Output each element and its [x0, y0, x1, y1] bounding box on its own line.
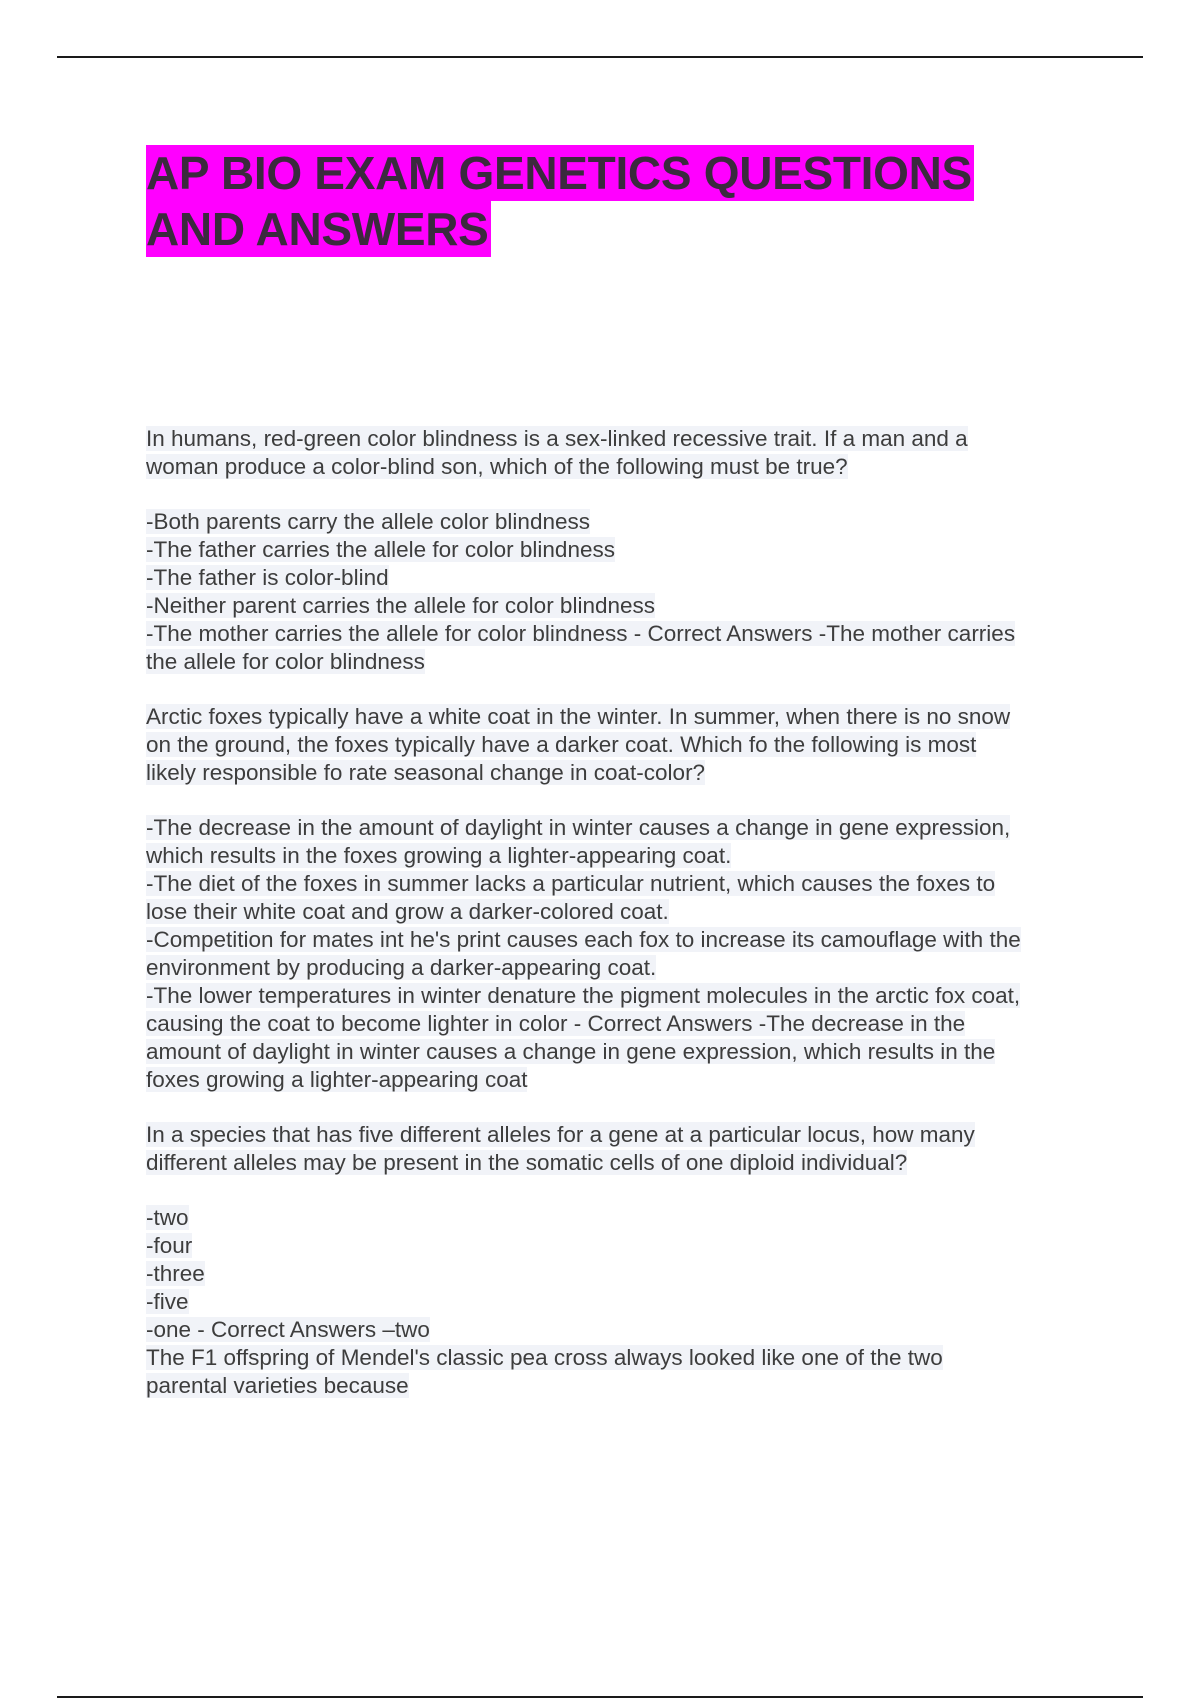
text-line: In a species that has five different alleles for a gene at a particular locus, how many: [146, 1122, 975, 1147]
document-body: [146, 425, 1086, 1400]
option-line: -Both parents carry the allele color blindness: [146, 509, 590, 534]
text-line: In humans, red-green color blindness is a sex-linked recessive trait. If a man and a: [146, 426, 968, 451]
option-line: environment by producing a darker-appearing coat.: [146, 955, 657, 980]
answer-options-1: [146, 508, 1086, 676]
option-line: -The mother carries the allele for color blindness - Correct Answers -The mother carries: [146, 621, 1016, 646]
bottom-rule: [57, 1696, 1143, 1698]
option-line: the allele for color blindness: [146, 649, 425, 674]
text-line: parental varieties because: [146, 1373, 409, 1398]
option-line: -Competition for mates int he's print causes each fox to increase its camouflage with the: [146, 927, 1021, 952]
answer-options-2: [146, 814, 1086, 1094]
question-1: [146, 425, 1086, 481]
title-line-1: AP BIO EXAM GENETICS QUESTIONS: [146, 147, 972, 199]
option-line: -The decrease in the amount of daylight in winter causes a change in gene expression,: [146, 815, 1011, 840]
text-line: woman produce a color-blind son, which of the following must be true?: [146, 454, 848, 479]
question-3: [146, 1121, 1086, 1177]
option-line: -four: [146, 1233, 193, 1258]
text-line: likely responsible fo rate seasonal change in coat-color?: [146, 760, 706, 785]
text-line: different alleles may be present in the somatic cells of one diploid individual?: [146, 1150, 908, 1175]
option-line: -The father carries the allele for color blindness: [146, 537, 615, 562]
option-line: -The lower temperatures in winter denature the pigment molecules in the arctic fox coat,: [146, 983, 1021, 1008]
option-line: -two: [146, 1205, 189, 1230]
document-title: [146, 145, 1046, 257]
top-rule: [57, 56, 1143, 58]
option-line: foxes growing a lighter-appearing coat: [146, 1067, 528, 1092]
answer-options-3: [146, 1204, 1086, 1400]
option-line: lose their white coat and grow a darker-colored coat.: [146, 899, 669, 924]
option-line: -The diet of the foxes in summer lacks a particular nutrient, which causes the foxes to: [146, 871, 996, 896]
option-line: amount of daylight in winter causes a change in gene expression, which results in the: [146, 1039, 996, 1064]
text-line: Arctic foxes typically have a white coat in the winter. In summer, when there is no snow: [146, 704, 1011, 729]
text-line: on the ground, the foxes typically have a darker coat. Which fo the following is most: [146, 732, 977, 757]
text-line: The F1 offspring of Mendel's classic pea cross always looked like one of the two: [146, 1345, 943, 1370]
option-line: causing the coat to become lighter in color - Correct Answers -The decrease in the: [146, 1011, 966, 1036]
option-line: -The father is color-blind: [146, 565, 389, 590]
option-line: -one - Correct Answers –two: [146, 1317, 430, 1342]
option-line: -Neither parent carries the allele for color blindness: [146, 593, 655, 618]
option-line: -three: [146, 1261, 205, 1286]
option-line: which results in the foxes growing a lighter-appearing coat.: [146, 843, 732, 868]
title-line-2: AND ANSWERS: [146, 203, 489, 255]
option-line: -five: [146, 1289, 189, 1314]
question-2: [146, 703, 1086, 787]
